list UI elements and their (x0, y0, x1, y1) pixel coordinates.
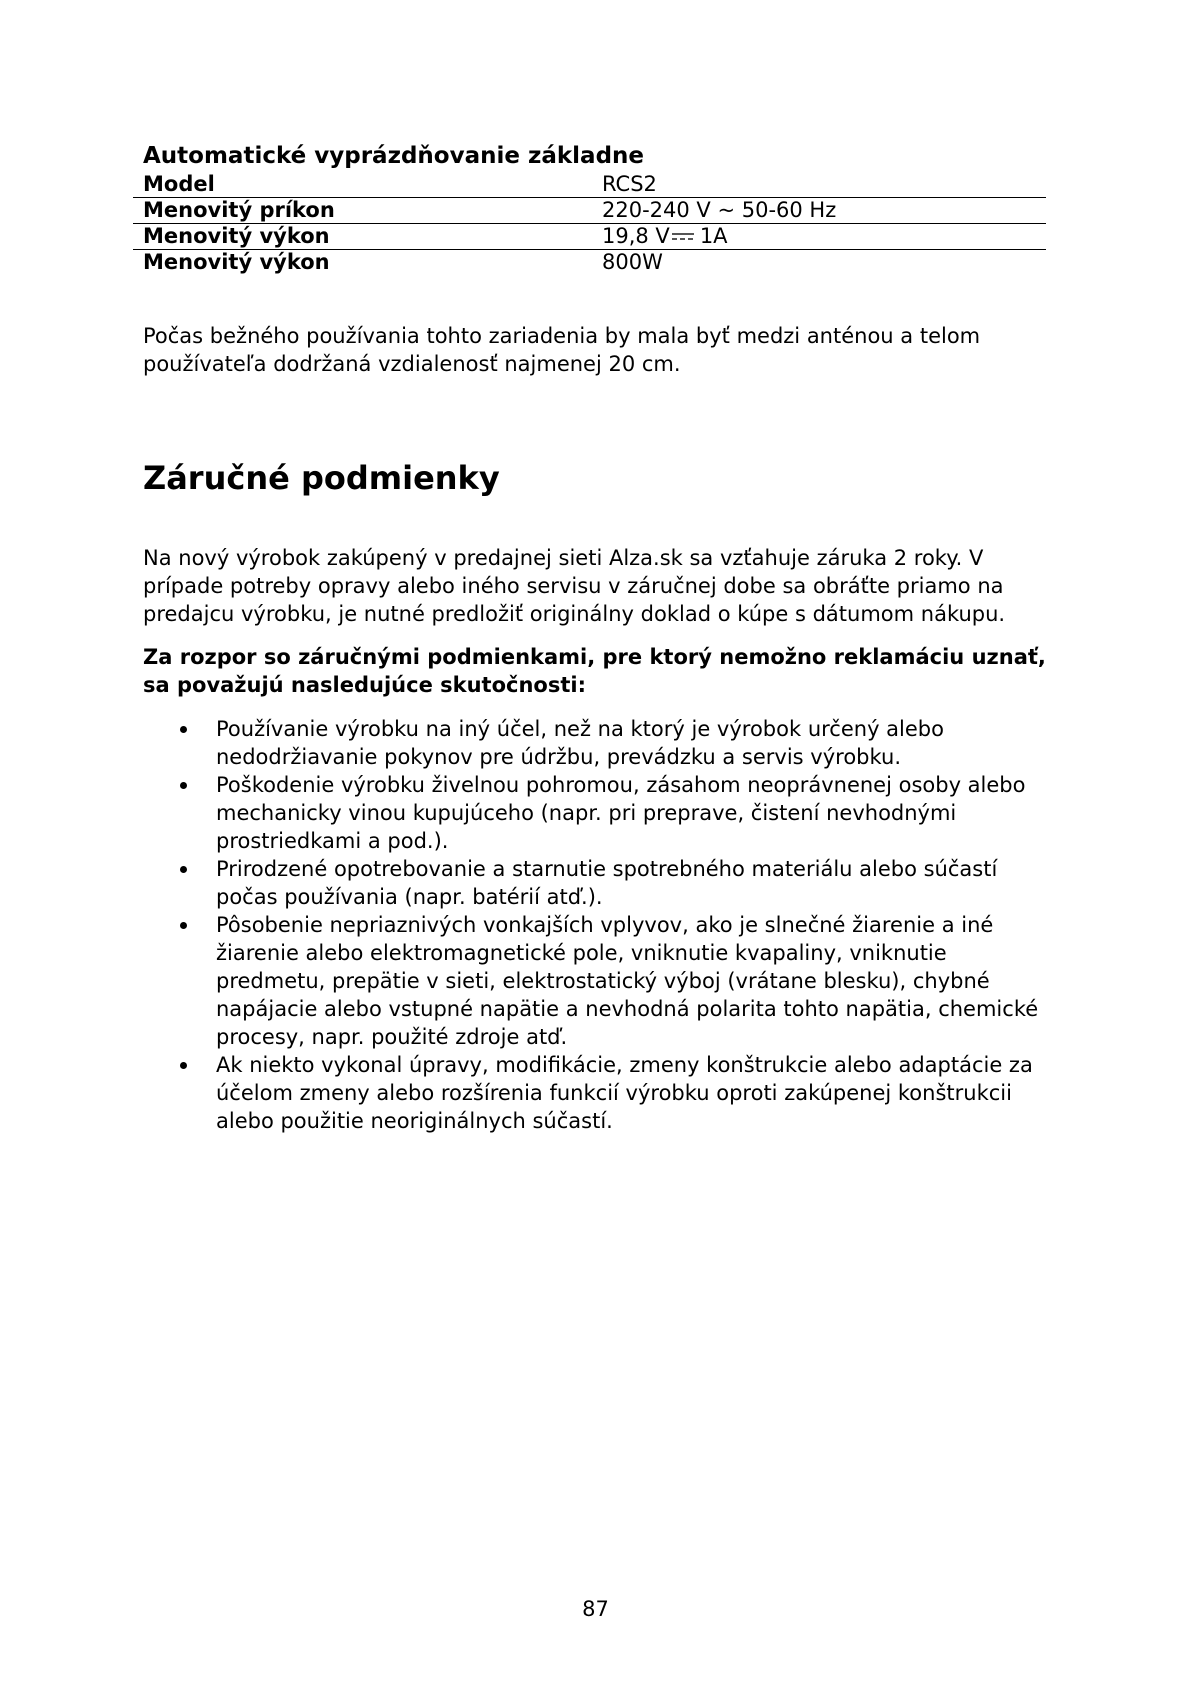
antenna-note: Počas bežného používania tohto zariadenia by mala byť medzi anténou a telom používateľa dodržaná vzdialenosť najmenej 20 cm. (143, 324, 981, 376)
dc-current-icon (672, 232, 696, 242)
spec-value: 800W (602, 250, 663, 274)
warranty-heading: Záručné podmienky (143, 459, 500, 497)
list-item (143, 715, 1048, 771)
spec-label: Model (133, 172, 592, 198)
section-heading: Automatické vyprázdňovanie základne (143, 143, 645, 169)
list-item-text: Ak niekto vykonal úpravy, modifikácie, zmeny konštrukcie alebo adaptácie za účelom zmeny alebo rozšírenia funkcií výrobku oproti zakúpenej konštrukcii alebo použitie neoriginálnych súčastí. (216, 1053, 1033, 1133)
list-item-text: Poškodenie výrobku živelnou pohromou, zásahom neoprávnenej osoby alebo mechanicky vinou kupujúceho (napr. pri preprave, čistení nevhodnými prostriedkami a pod.). (216, 773, 1026, 853)
spec-label: Menovitý príkon (133, 198, 592, 224)
spec-value-current: 1A (699, 224, 728, 248)
list-item-text: Pôsobenie nepriaznivých vonkajších vplyvov, ako je slnečné žiarenie a iné žiarenie alebo elektromagnetické pole, vniknutie kvapaliny, vniknutie predmetu, prepätie v sieti, elektrostatický výboj (vrátane blesku), chybné napájacie alebo vstupné napätie a nevhodná polarita tohto napätia, chemické procesy, napr. použité zdroje atď. (216, 913, 1039, 1049)
spec-value-voltage: 19,8 V (602, 224, 670, 248)
exclusions-heading: Za rozpor so záručnými podmienkami, pre ktorý nemožno reklamáciu uznať, sa považujú nasledujúce skutočnosti: (143, 645, 1046, 697)
list-item (143, 1051, 1048, 1135)
spec-value: RCS2 (592, 172, 1046, 198)
spec-value: 220-240 V ~ 50-60 Hz (592, 198, 1046, 224)
spec-row-input-power (133, 198, 1046, 224)
bullet-icon (180, 866, 187, 873)
warranty-intro: Na nový výrobok zakúpený v predajnej sieti Alza.sk sa vzťahuje záruka 2 roky. V prípade potreby opravy alebo iného servisu v záručnej dobe sa obráťte priamo na predajcu výrobku, je nutné predložiť originálny doklad o kúpe s dátumom nákupu. (143, 546, 1006, 626)
list-item-text: Prirodzené opotrebovanie a starnutie spotrebného materiálu alebo súčastí počas používania (napr. batérií atď.). (216, 857, 998, 909)
list-item (143, 911, 1048, 1051)
spec-table (133, 172, 1046, 275)
list-item (143, 771, 1048, 855)
spec-row-output-power (133, 224, 1046, 250)
bullet-icon (180, 922, 187, 929)
bullet-icon (180, 1062, 187, 1069)
spec-label: Menovitý výkon (143, 250, 330, 274)
bullet-icon (180, 782, 187, 789)
spec-row-rated-power (133, 250, 1046, 276)
page-number: 87 (582, 1597, 609, 1621)
exclusions-list (143, 715, 1048, 1135)
bullet-icon (180, 726, 187, 733)
list-item-text: Používanie výrobku na iný účel, než na ktorý je výrobok určený alebo nedodržiavanie pokynov pre údržbu, prevádzku a servis výrobku. (216, 717, 944, 769)
spec-label: Menovitý výkon (133, 224, 592, 250)
list-item (143, 855, 1048, 911)
spec-value (592, 224, 1046, 250)
spec-row-model (133, 172, 1046, 198)
